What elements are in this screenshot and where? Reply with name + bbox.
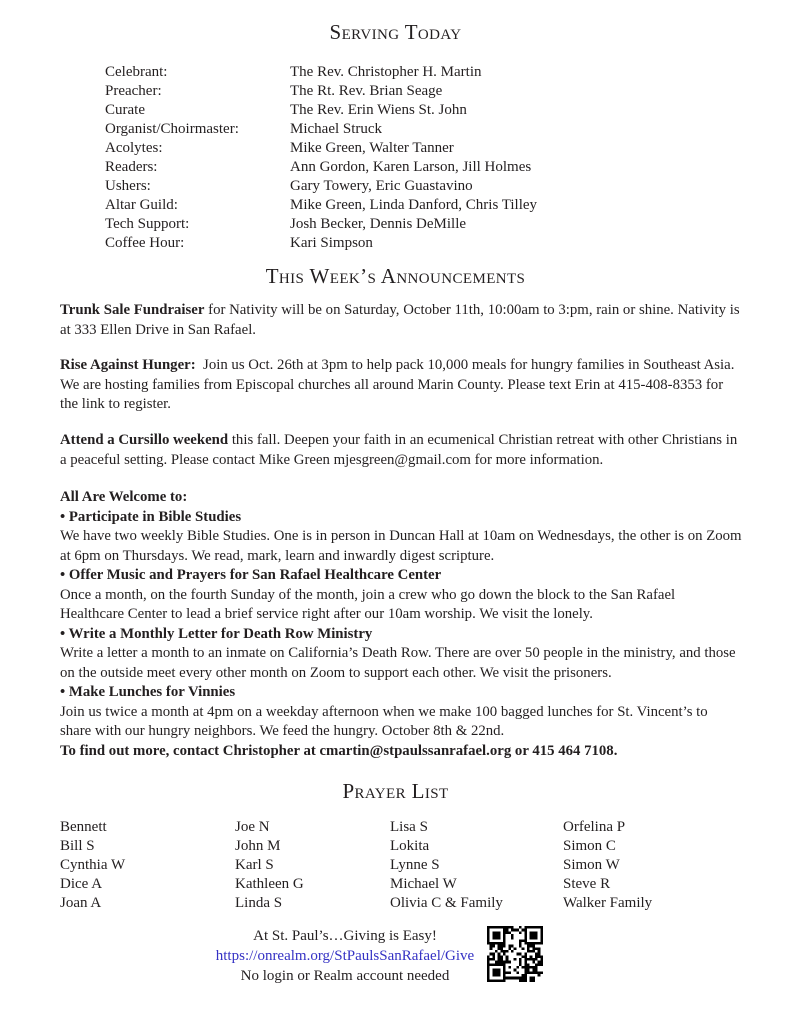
prayer-list (60, 818, 652, 913)
serving-today-title: Serving Today (329, 20, 462, 44)
prayer-name: Orfelina P (563, 819, 626, 835)
serving-role-value: Gary Towery, Eric Guastavino (290, 178, 473, 194)
prayer-column (235, 818, 390, 913)
welcome-item-title: • Write a Monthly Letter for Death Row Ministry (60, 625, 373, 642)
prayer-name: Bennett (60, 819, 107, 835)
giving-tagline: At St. Paul’s…Giving is Easy! (253, 928, 437, 944)
serving-role-label: Tech Support: (105, 216, 190, 232)
serving-role-label: Ushers: (105, 178, 151, 194)
prayer-name: Michael W (390, 876, 457, 892)
prayer-name: Cynthia W (60, 857, 126, 873)
prayer-name: Karl S (235, 857, 274, 873)
serving-role-label: Coffee Hour: (105, 235, 185, 251)
serving-row (105, 101, 537, 120)
announcement-rise-against-hunger (60, 356, 742, 415)
announcement-lead: Trunk Sale Fundraiser (60, 302, 205, 318)
serving-role-value: Mike Green, Linda Danford, Chris Tilley (290, 197, 538, 213)
prayer-name: Steve R (563, 876, 611, 892)
serving-role-label: Preacher: (105, 83, 162, 99)
all-are-welcome-section (60, 488, 742, 761)
announcement-body: this fall. Deepen your faith in an ecumenical Christian retreat with other Christians in a peaceful setting. Please contact Mike Green mjesgreen@gmail.com for more information. (60, 432, 738, 468)
prayer-name: Joan A (60, 895, 102, 911)
serving-role-label: Acolytes: (105, 140, 163, 156)
serving-role-value: The Rt. Rev. Brian Seage (290, 83, 443, 99)
welcome-item-body: Write a letter a month to an inmate on California’s Death Row. There are over 50 people in the ministry, and those on the outside meet every other month on Zoom to support each other. We visit the prisoners. (60, 645, 736, 681)
welcome-item-title: • Offer Music and Prayers for San Rafael Healthcare Center (60, 567, 442, 583)
announcement-trunk-sale (60, 301, 742, 340)
announcement-cursillo (60, 431, 742, 470)
prayer-column (390, 818, 563, 913)
serving-role-label: Curate (105, 102, 145, 118)
serving-role-value: Mike Green, Walter Tanner (290, 140, 454, 156)
serving-role-value: The Rev. Erin Wiens St. John (290, 102, 467, 118)
announcement-body: for Nativity will be on Saturday, October 11th, 10:00am to 3:pm, rain or shine. Nativity is at 333 Ellen Drive in San Rafael. (60, 302, 740, 338)
serving-row (105, 63, 537, 82)
welcome-item-body: Join us twice a month at 4pm on a weekday afternoon when we make 100 bagged lunches for St. Vincent’s to share with our hungry neighbors. We feed the hungry. October 8th & 22nd. (60, 703, 708, 739)
prayer-list-title: Prayer List (342, 779, 449, 803)
serving-row (105, 120, 537, 139)
prayer-name: Bill S (60, 838, 95, 854)
serving-role-label: Readers: (105, 159, 158, 175)
serving-role-label: Altar Guild: (105, 197, 178, 213)
serving-row (105, 196, 537, 215)
welcome-item-body: Once a month, on the fourth Sunday of the month, join a crew who go down the block to the San Rafael Healthcare Center to lead a brief service right after our 10am worship. We visit the lonely. (60, 586, 676, 622)
prayer-name: Lynne S (390, 857, 440, 873)
prayer-name: Simon C (563, 838, 616, 854)
announcement-body: Join us Oct. 26th at 3pm to help pack 10,000 meals for hungry families in Southeast Asia. We are hosting families from Episcopal churches all around Marin County. Please text Erin at 415-408-8353 for the link to register. (60, 357, 735, 412)
serving-role-value: The Rev. Christopher H. Martin (290, 64, 482, 80)
prayer-name: John M (235, 838, 281, 854)
announcement-lead: Rise Against Hunger: (60, 357, 196, 373)
welcome-item-title: • Make Lunches for Vinnies (60, 684, 236, 700)
prayer-name: Kathleen G (235, 876, 304, 892)
serving-role-value: Kari Simpson (290, 235, 373, 251)
giving-note: No login or Realm account needed (240, 968, 450, 984)
serving-row (105, 158, 537, 177)
welcome-heading: All Are Welcome to: (60, 489, 188, 505)
prayer-column (563, 818, 652, 913)
serving-row (105, 82, 537, 101)
serving-row (105, 234, 537, 253)
serving-today-table (105, 63, 537, 253)
serving-role-value: Josh Becker, Dennis DeMille (290, 216, 467, 232)
serving-role-label: Celebrant: (105, 64, 168, 80)
serving-role-value: Ann Gordon, Karen Larson, Jill Holmes (290, 159, 532, 175)
serving-row (105, 139, 537, 158)
qr-code (487, 926, 543, 982)
prayer-name: Simon W (563, 857, 620, 873)
contact-line: To find out more, contact Christopher at cmartin@stpaulssanrafael.org or 415 464 7108. (60, 742, 618, 759)
prayer-name: Olivia C & Family (390, 895, 503, 911)
prayer-name: Linda S (235, 895, 283, 911)
welcome-item-title: • Participate in Bible Studies (60, 508, 242, 525)
welcome-item-body: We have two weekly Bible Studies. One is in person in Duncan Hall at 10am on Wednesdays, the other is on Zoom at 6pm on Thursdays. We read, mark, learn and inwardly digest scripture. (60, 528, 742, 564)
prayer-name: Walker Family (563, 895, 653, 911)
prayer-name: Dice A (60, 876, 103, 892)
prayer-name: Lisa S (390, 819, 428, 835)
prayer-name: Joe N (235, 819, 270, 835)
serving-role-label: Organist/Choirmaster: (105, 121, 239, 137)
giving-footer (60, 926, 630, 986)
prayer-column (60, 818, 235, 913)
giving-link[interactable]: https://onrealm.org/StPaulsSanRafael/Give (215, 948, 475, 964)
serving-row (105, 215, 537, 234)
announcement-lead: Attend a Cursillo weekend (60, 432, 229, 448)
serving-row (105, 177, 537, 196)
prayer-name: Lokita (390, 838, 430, 854)
serving-role-value: Michael Struck (290, 121, 383, 137)
announcements-title: This Week’s Announcements (265, 264, 526, 288)
